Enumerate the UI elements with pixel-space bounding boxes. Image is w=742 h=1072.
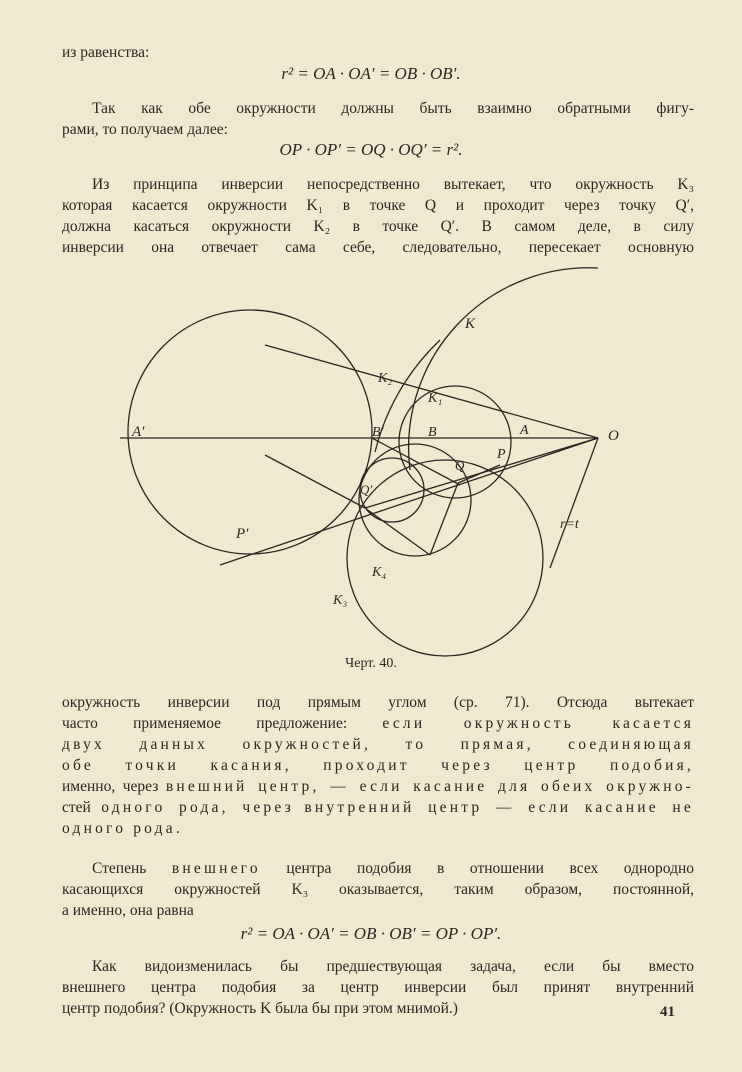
paragraph-6 (62, 956, 694, 1019)
paragraph-5 (62, 858, 694, 921)
label-p: P (497, 447, 506, 462)
line-q-b (365, 508, 430, 555)
text-span: стей (62, 799, 91, 816)
text-line: Так как обе окружности должны быть взаимно обратными фигу- (92, 100, 694, 117)
text-line: рами, то получаем далее: (62, 121, 228, 138)
label-p-prime: P′ (236, 526, 249, 542)
spaced-line: одного рода. (62, 820, 183, 837)
spaced-text: внешнего (171, 860, 261, 877)
text-line: касающихся окружностей K₃ оказывается, таким образом, постоянной, (62, 881, 694, 898)
text-span: часто применяемое предложение: (62, 715, 348, 732)
equation-2: OP · OP′ = OQ · OQ′ = r². (279, 140, 463, 159)
spaced-text: если окружность касается (382, 715, 695, 732)
text-line: окружность инверсии под прямым углом (ср. 71). Отсюда вытекает (62, 694, 694, 711)
label-b-prime: B′ (372, 425, 384, 440)
page-number: 41 (660, 1004, 675, 1020)
text-line: инверсии она отвечает сама себе, следовательно, пересекает основную (62, 239, 694, 256)
label-b: B (428, 425, 437, 440)
spaced-line: двух данных окружностей, то прямая, соединяющая (62, 736, 694, 753)
label-k3: K₃ (333, 593, 348, 608)
text-line (62, 858, 694, 879)
text-span: именно, через (62, 778, 159, 795)
text-line: Как видоизменилась бы предшествующая задача, если бы вместо (92, 958, 694, 975)
text-line: должна касаться окружности K₂ в точке Q′. В самом деле, в силу (62, 218, 694, 235)
line-q-a (265, 455, 365, 508)
label-k1: K₁ (428, 391, 443, 406)
spaced-text: внутренний центр — если касание не (304, 799, 695, 816)
spaced-text: одного рода, через (101, 799, 294, 816)
paragraph-4 (62, 692, 694, 839)
text-line (62, 713, 694, 734)
text-line (62, 797, 694, 818)
label-k: K (465, 316, 476, 332)
arc-k (409, 268, 598, 470)
text-line: центр подобия? (Окружность K была бы при этом мнимой.) (62, 1000, 458, 1017)
text-line: Из принципа инверсии непосредственно вытекает, что окружность K₃ (92, 176, 694, 193)
text-line: а именно, она равна (62, 902, 194, 919)
paragraph-intro: из равенства: (62, 44, 150, 61)
line-r-t (550, 438, 598, 568)
spaced-line: обе точки касания, проходит через центр подобия, (62, 757, 694, 774)
text-line: внешнего центра подобия за центр инверсии был принят внутренний (62, 979, 694, 996)
label-o: O (608, 428, 619, 444)
spaced-text: внешний центр, — если касание для обеих окружно- (165, 778, 695, 795)
label-a: A (520, 423, 529, 438)
label-k2: K₂ (378, 371, 393, 386)
circle-k2 (128, 310, 372, 554)
text-span: центра подобия в отношении всех однородно (286, 860, 695, 877)
text-line (62, 776, 694, 797)
label-a-prime: A′ (132, 424, 145, 440)
label-r-t: r=t (560, 517, 579, 532)
equation-3: r² = OA · OA′ = OB · OB′ = OP · OP′. (240, 924, 502, 943)
equation-1: r² = OA · OA′ = OB · OB′. (281, 64, 461, 83)
label-q-prime: Q′ (360, 482, 373, 497)
text-line: которая касается окружности K₁ в точке Q и проходит через точку Q′, (62, 197, 694, 214)
figure-caption: Черт. 40. (345, 656, 397, 671)
line-b-q (372, 438, 460, 485)
label-k4: K₄ (372, 565, 387, 580)
text-span: Степень (92, 860, 147, 877)
label-q: Q (455, 458, 465, 473)
